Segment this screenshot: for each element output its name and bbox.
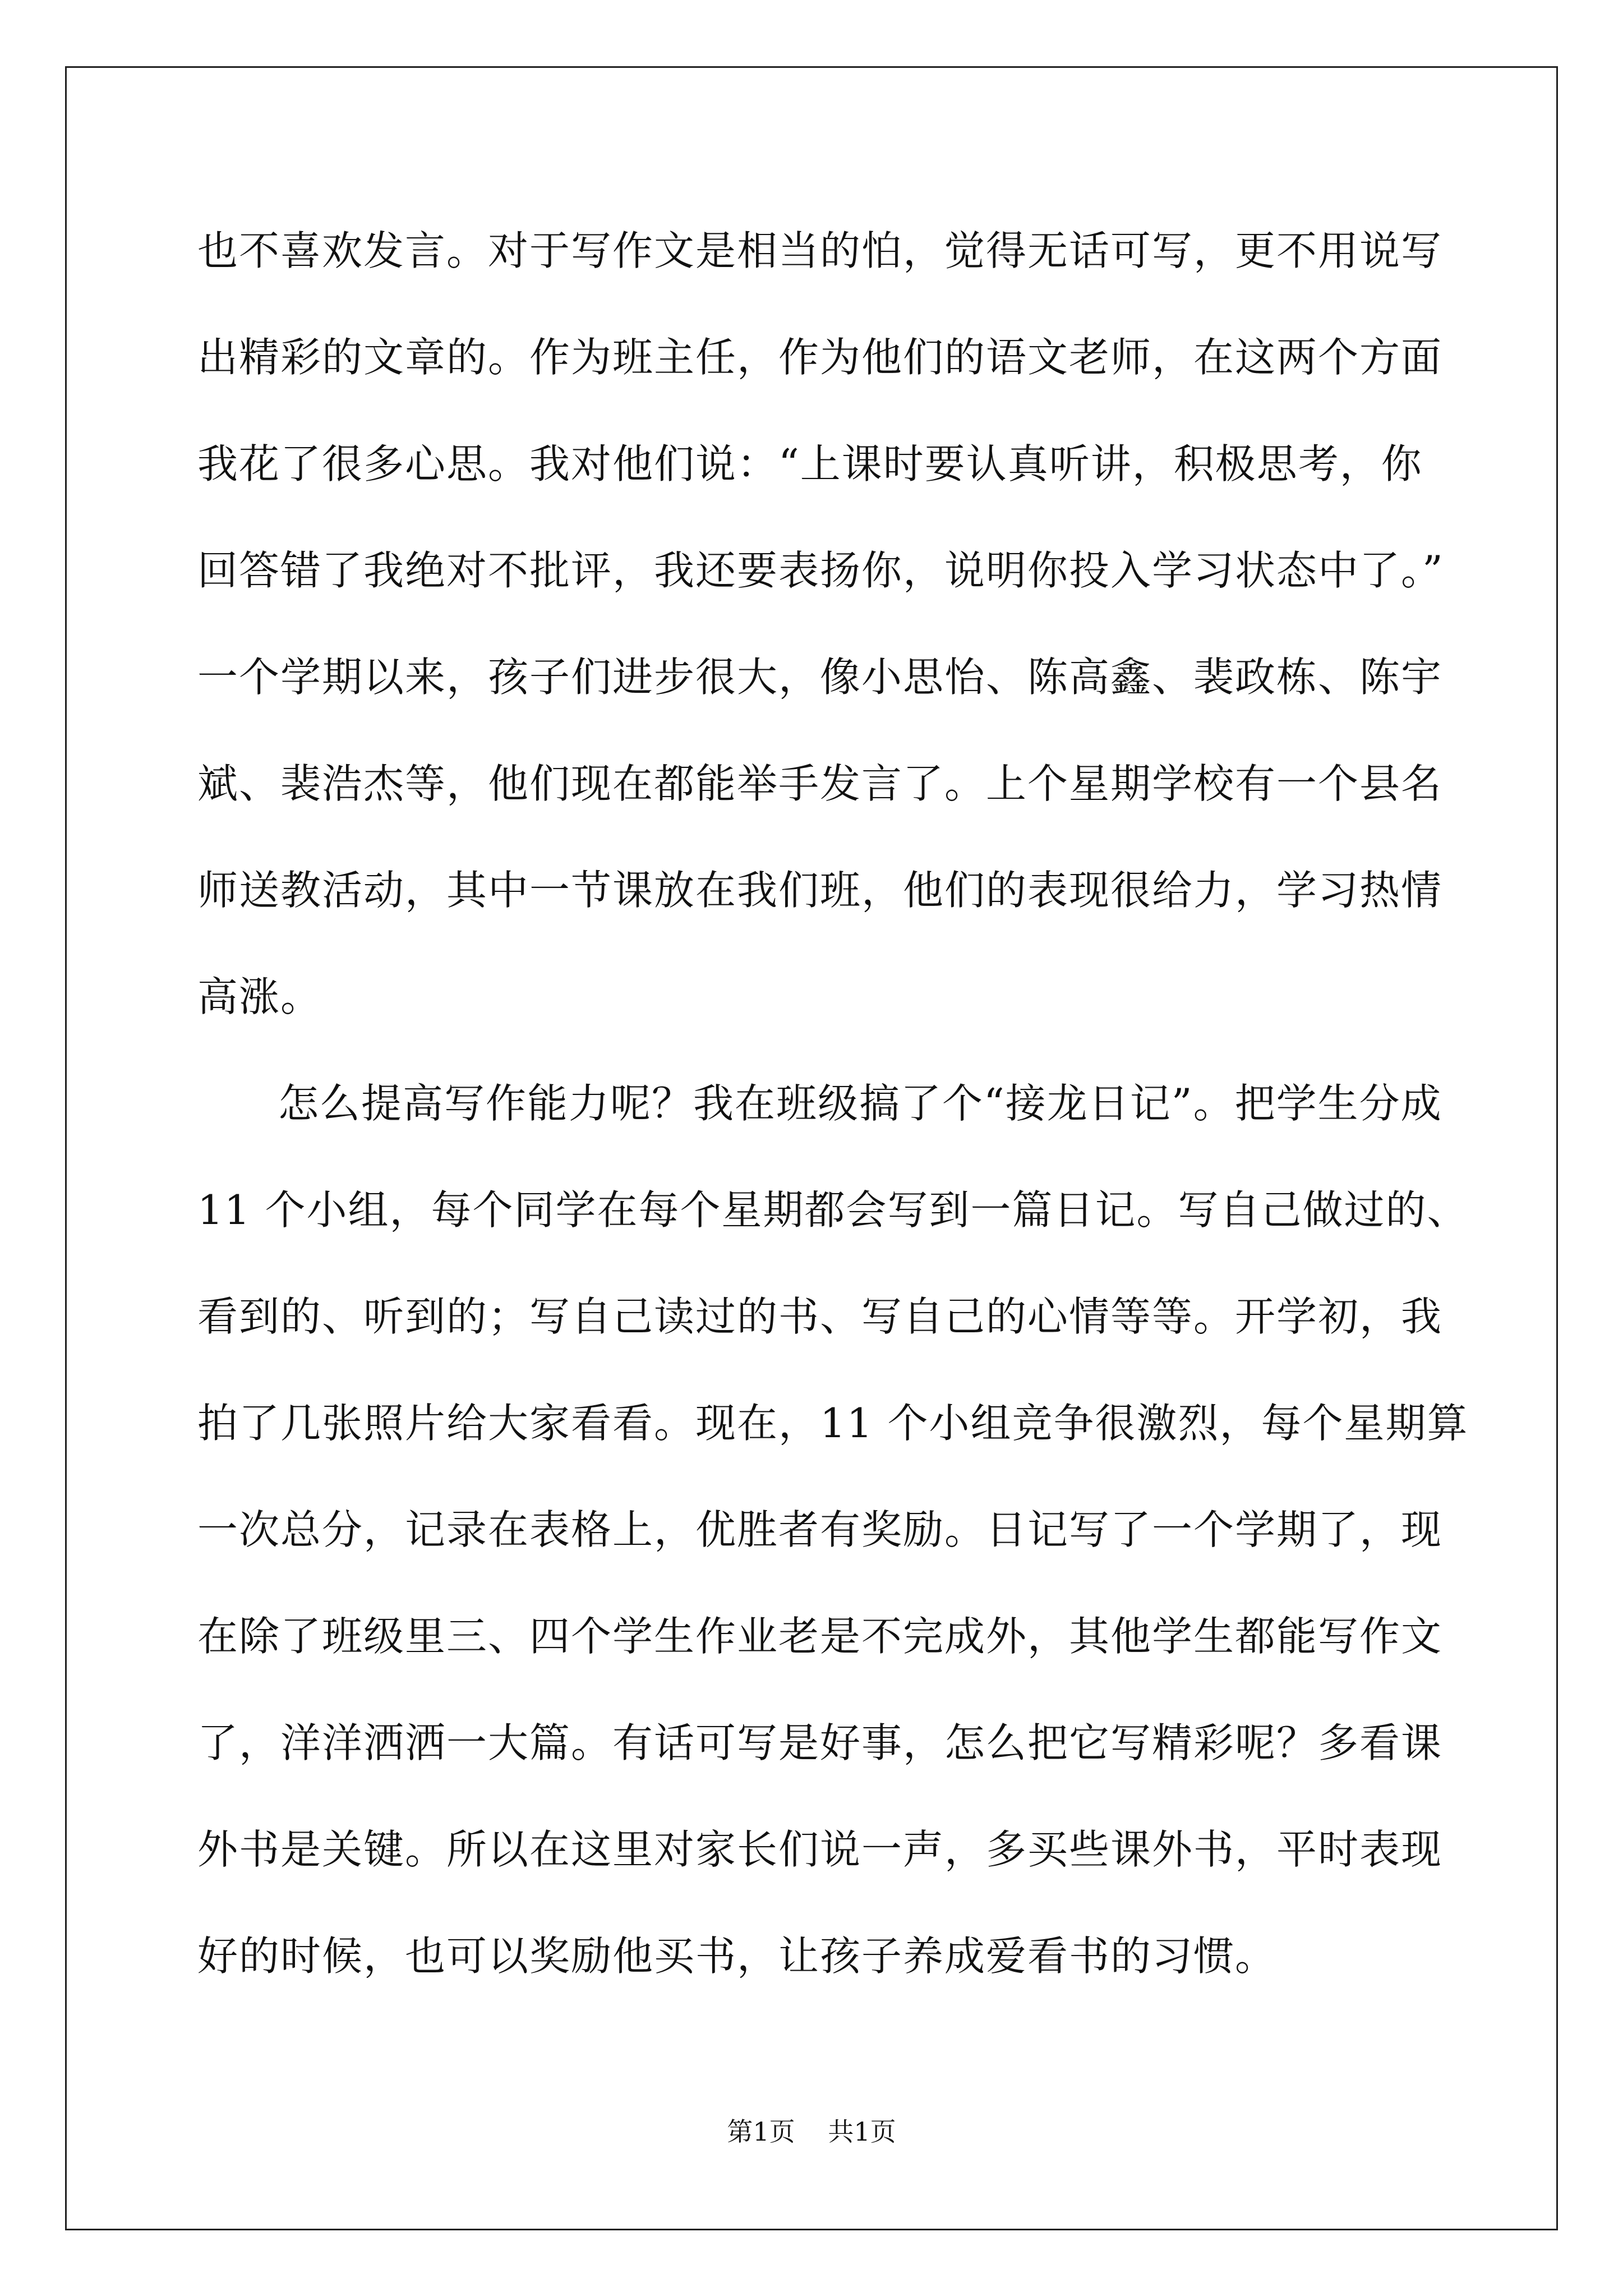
paragraph-line: 外书是关键。所以在这里对家长们说一声，多买些课外书，平时表现 bbox=[197, 1826, 1443, 1873]
paragraph-line: 了，洋洋洒洒一大篇。有话可写是好事，怎么把它写精彩呢？多看课 bbox=[197, 1719, 1443, 1766]
page-footer bbox=[0, 2115, 1623, 2148]
paragraph-line: 一个学期以来，孩子们进步很大，像小思怡、陈高鑫、裴政栋、陈宇 bbox=[197, 654, 1443, 701]
paragraph-line: 斌、裴浩杰等，他们现在都能举手发言了。上个星期学校有一个县名 bbox=[197, 760, 1443, 807]
paragraph-line: 11 个小组，每个同学在每个星期都会写到一篇日记。写自己做过的、 bbox=[197, 1186, 1469, 1234]
page-number-total: 共1页 bbox=[828, 2116, 896, 2147]
paragraph-line-indented: 怎么提高写作能力呢？我在班级搞了个“接龙日记”。把学生分成 bbox=[278, 1080, 1442, 1127]
paragraph-line: 一次总分，记录在表格上，优胜者有奖励。日记写了一个学期了，现 bbox=[197, 1506, 1443, 1553]
paragraph-line: 出精彩的文章的。作为班主任，作为他们的语文老师，在这两个方面 bbox=[197, 334, 1443, 381]
paragraph-line: 拍了几张照片给大家看看。现在，11 个小组竞争很激烈，每个星期算 bbox=[197, 1400, 1469, 1447]
paragraph-line: 看到的、听到的；写自己读过的书、写自己的心情等等。开学初，我 bbox=[197, 1293, 1443, 1340]
paragraph-line: 回答错了我绝对不批评，我还要表扬你，说明你投入学习状态中了。” bbox=[197, 547, 1444, 594]
paragraph-line: 高涨。 bbox=[197, 973, 322, 1020]
paragraph-line: 也不喜欢发言。对于写作文是相当的怕，觉得无话可写，更不用说写 bbox=[197, 227, 1443, 274]
paragraph-line: 师送教活动，其中一节课放在我们班，他们的表现很给力，学习热情 bbox=[197, 867, 1443, 914]
paragraph-line: 在除了班级里三、四个学生作业老是不完成外，其他学生都能写作文 bbox=[197, 1613, 1443, 1660]
paragraph-line: 我花了很多心思。我对他们说：“上课时要认真听讲，积极思考，你 bbox=[197, 440, 1423, 487]
document-body bbox=[197, 197, 1469, 2009]
page-number-current: 第1页 bbox=[727, 2116, 795, 2147]
paragraph-line: 好的时候，也可以奖励他买书，让孩子养成爱看书的习惯。 bbox=[197, 1932, 1277, 1980]
